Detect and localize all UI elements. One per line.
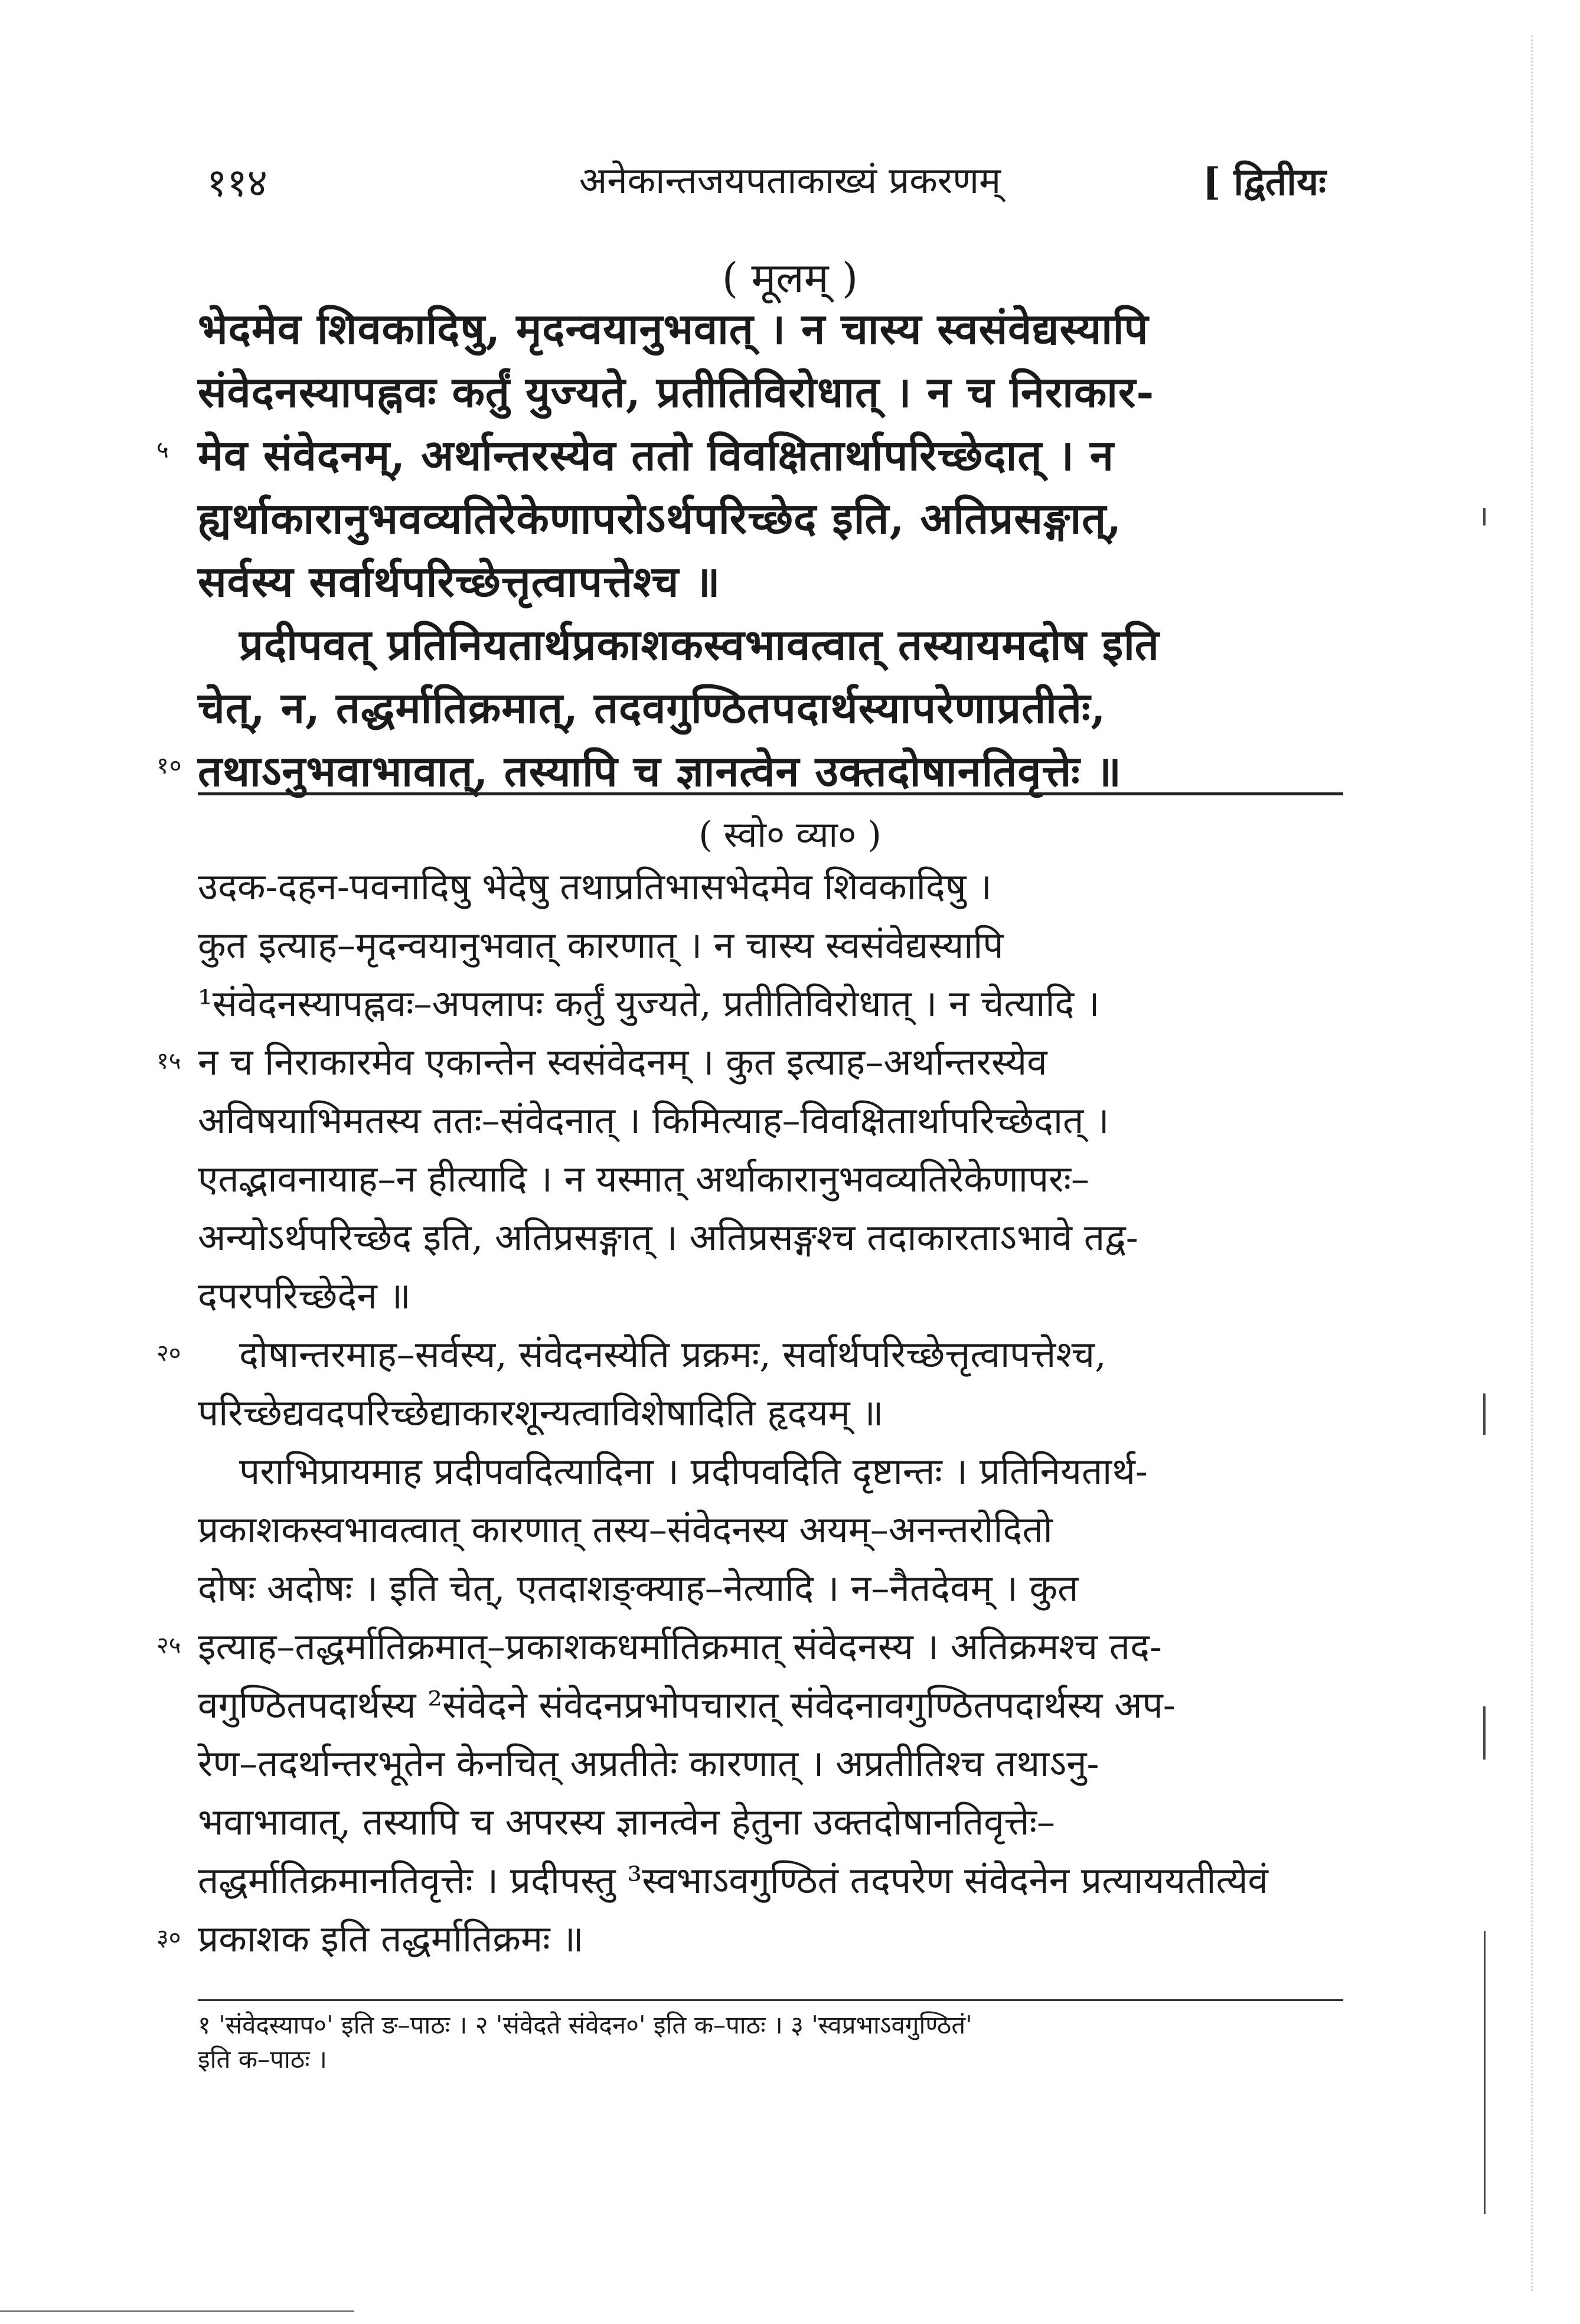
line-text: रेण–तदर्थान्तरभूतेन केनचित् अप्रतीतेः कारणात् । अप्रतीतिश्च तथाऽनु- [198,1742,1099,1785]
line-text: दोषान्तरमाह–सर्वस्य, संवेदनस्येति प्रक्रमः, सर्वार्थपरिच्छेत्तृत्वापत्तेश्च, [239,1333,1106,1376]
line-text: दपरपरिच्छेदेन ॥ [198,1274,411,1317]
line-text: तथाऽनुभवाभावात्, तस्यापि च ज्ञानत्वेन उक्तदोषानतिवृत्तेः ॥ [198,746,1122,796]
line-text: प्रकाशक इति तद्धर्मातिक्रमः ॥ [198,1917,584,1960]
line-text: कुत इत्याह–मृदन्वयानुभवात् कारणात् । न चास्य स्वसंवेद्यस्यापि [198,923,1004,967]
text-line [198,1387,1343,1437]
line-text: मेव संवेदनम्, अर्थान्तरस्येव ततो विवक्षितार्थापरिच्छेदात् । न [198,430,1114,480]
text-line [198,362,1343,420]
text-line [198,1504,1343,1553]
text-line [198,861,1343,910]
line-number: ३० [156,1924,181,1951]
section-divider [198,792,1343,795]
text-line [198,1679,1343,1729]
scan-mark [1483,1393,1486,1435]
line-number: २५ [156,1632,181,1659]
page-number: ११४ [207,160,267,205]
text-line [198,1212,1343,1261]
running-title: अनेकान्तजयपताकाख्यं प्रकरणम् [579,159,1001,202]
text-line [156,1036,1343,1086]
text-line [198,1855,1343,1904]
line-text: पराभिप्रायमाह प्रदीपवदित्यादिना । प्रदीपवदिति दृष्टान्तः । प्रतिनियतार्थ- [239,1450,1148,1493]
text-line [198,1738,1343,1787]
line-text: संवेदनस्यापह्नवः कर्तुं युज्यते, प्रतीतिविरोधात् । न च निराकार- [198,367,1155,417]
line-number: १० [156,752,182,779]
text-line [156,1329,1385,1378]
scan-mark [1483,1706,1486,1760]
text-line [198,1445,1385,1495]
text-line [156,1621,1343,1670]
line-text: तद्धर्मातिक्रमानतिवृत्तेः । प्रदीपस्तु ³स्वभाऽवगुण्ठितं तदपरेण संवेदनेन प्रत्याययतीत्येवं [198,1859,1268,1902]
line-text: प्रकाशकस्वभावत्वात् कारणात् तस्य–संवेदनस्य अयम्–अनन्तरोदितो [198,1508,1053,1551]
line-text: चेत्, न, तद्धर्मातिक्रमात्, तदवगुण्ठितपदार्थस्यापरेणाप्रतीतेः, [198,683,1106,733]
line-number: ५ [156,436,169,464]
text-line [198,1562,1343,1612]
line-text: ¹संवेदनस्यापह्नवः–अपलापः कर्तुं युज्यते, प्रतीतिविरोधात् । न चेत्यादि । [198,982,1100,1025]
line-text: एतद्भावनायाह–न हीत्यादि । न यस्मात् अर्थाकारानुभवव्यतिरेकेणापरः– [198,1157,1089,1200]
text-line [198,551,1343,609]
line-text: प्रदीपवत् प्रतिनियतार्थप्रकाशकस्वभावत्वात् तस्यायमदोष इति [239,619,1160,670]
line-text: उदक-दहन-पवनादिषु भेदेषु तथाप्रतिभासभेदमेव शिवकादिषु । [198,865,992,908]
text-line [156,425,1343,483]
scan-border [1531,35,1556,2291]
line-text: न च निराकारमेव एकान्तेन स्वसंवेदनम् । कुत इत्याह–अर्थान्तरस्येव [198,1040,1047,1083]
line-text: इत्याह–तद्धर्मातिक्रमात्–प्रकाशकधर्मातिक्रमात् संवेदनस्य । अतिक्रमश्च तद- [198,1625,1162,1668]
text-line [198,678,1343,736]
line-number: २० [156,1340,181,1367]
footnote-divider [198,1999,1343,2001]
line-text: अविषयाभिमतस्य ततः–संवेदनात् । किमित्याह–विवक्षितार्थापरिच्छेदात् । [198,1099,1109,1142]
text-line [198,615,1385,673]
text-line [198,1153,1343,1203]
text-line [198,299,1343,357]
footnote-line: इति क–पाठः । [198,2045,327,2074]
line-text: परिच्छेद्यवदपरिच्छेद्याकारशून्यत्वाविशेषादिति हृदयम् ॥ [198,1391,884,1434]
mula-heading: ( मूलम् ) [722,254,858,302]
text-line [198,1095,1343,1144]
running-header [0,155,1580,208]
line-text: अन्योऽर्थपरिच्छेद इति, अतिप्रसङ्गात् । अतिप्रसङ्गश्च तदाकारताऽभावे तद्व- [198,1216,1138,1259]
commentary-heading: ( स्वो० व्या० ) [698,814,882,856]
scan-mark [1484,1931,1486,2214]
text-line [198,1796,1343,1846]
footnote-line: १ 'संवेदस्याप०' इति ङ–पाठः । २ 'संवेदते संवेदन०' इति क–पाठः । ३ 'स्वप्रभाऽवगुण्ठितं' [198,2010,972,2039]
line-text: भवाभावात्, तस्यापि च अपरस्य ज्ञानत्वेन हेतुना उक्तदोषानतिवृत्तेः– [198,1800,1056,1843]
scan-mark [1483,508,1486,525]
line-text: ह्यर्थाकारानुभवव्यतिरेकेणापरोऽर्थपरिच्छेद इति, अतिप्रसङ्गात्, [198,493,1122,543]
line-text: भेदमेव शिवकादिषु, मृदन्वयानुभवात् । न चास्य स्वसंवेद्यस्यापि [198,303,1149,354]
line-number: १५ [156,1047,181,1075]
text-line [156,741,1343,799]
section-marker: [ द्वितीयः [1202,160,1326,204]
text-line [156,1913,1343,1963]
text-line [198,1270,1343,1320]
text-line [198,919,1343,969]
text-line [198,978,1343,1027]
page-edge [0,2310,354,2312]
line-text: सर्वस्य सर्वार्थपरिच्छेत्तृत्वापत्तेश्च ॥ [198,556,721,606]
text-line [198,488,1343,546]
line-text: दोषः अदोषः । इति चेत्, एतदाशङ्क्याह–नेत्यादि । न–नैतदेवम् । कुत [198,1566,1079,1610]
line-text: वगुण्ठितपदार्थस्य ²संवेदने संवेदनप्रभोपचारात् संवेदनावगुण्ठितपदार्थस्य अप- [198,1683,1176,1726]
